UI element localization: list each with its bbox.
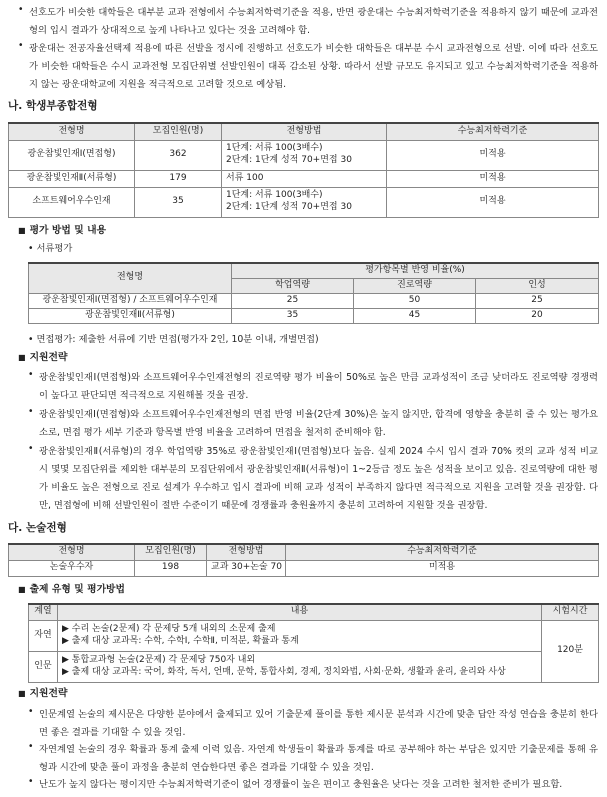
da-strategy-2: • 자연계열 논술의 경우 확률과 통계 출제 이력 있음. 자연계 학생들이 확률과 통계를 따로 공부해야 하는 부담은 있지만 기출문제를 통해 유형과 시간에 맞춘 풀이 과정을 충분히 연습한다면 좋은 결과를 기대할 수 있을 것임.	[28, 741, 598, 773]
interview-note: • 면접평가: 제출한 서류에 기반 면접(평가자 2인, 10분 이내, 개별면접)	[28, 334, 319, 345]
doc-eval-label: • 서류평가	[28, 243, 73, 254]
table-row: 광운참빛인재Ⅰ(면접형) 362 1단계: 서류 100(3배수) 2단계: 1단계 성적 70+면접 30 미적용	[9, 140, 599, 170]
section-title-da: 다. 논술전형	[8, 522, 67, 534]
table-row: 논술우수자 198 교과 30+논술 70 미적용	[9, 560, 599, 576]
exam-type-title: ■ 출제 유형 및 평가방법	[18, 584, 125, 595]
na-strategy-1: • 광운참빛인재Ⅰ(면접형)와 소프트웨어우수인재전형의 진로역량 평가 비율이 50%로 높은 만큼 교과성적이 조금 낮더라도 진로역량 경쟁력이 높다고 판단되면 적극적으로 지원해볼 것을 권장.	[28, 369, 598, 401]
da-strategy-3: • 난도가 높지 않다는 평이지만 수능최저학력기준이 없어 경쟁률이 높은 편이고 충원율은 낮다는 것을 고려한 철저한 준비가 필요함.	[28, 776, 563, 790]
table-row: 광운참빛인재Ⅱ(서류형) 179 서류 100 미적용	[9, 170, 599, 187]
table-row: 소프트웨어우수인재 35 1단계: 서류 100(3배수) 2단계: 1단계 성적 70+면접 30 미적용	[9, 187, 599, 217]
table-row: 자연 ▶ 수리 논술(2문제) 각 문제당 5개 내외의 소문제 출제 ▶ 출제 대상 교과목: 수학, 수학Ⅰ, 수학Ⅱ, 미적분, 확률과 통계 120분	[29, 620, 599, 651]
na-header-count: 모집인원(명)	[135, 123, 222, 140]
eval-ratio-table: 전형명 평가항목별 반영 비율(%) 학업역량 진로역량 인성 광운참빛인재Ⅰ(면접형) / 소프트웨어우수인재 25 50 25 광운참빛인재Ⅱ(서류형) 35 45 20	[28, 262, 599, 324]
da-admission-table: 전형명 모집인원(명) 전형방법 수능최저학력기준 논술우수자 198 교과 30+논술 70 미적용	[8, 543, 599, 577]
na-admission-table	[8, 122, 599, 218]
table-row: 광운참빛인재Ⅰ(면접형) / 소프트웨어우수인재 25 50 25	[29, 293, 599, 308]
top-bullet-2: • 광운대는 전공자율선택제 적용에 따른 선발을 정시에 진행하고 선호도가 비슷한 대학들은 대부분 수시 교과전형으로 선발. 이에 따라 선호도가 비슷한 대학들은 수시 교과전형 모집단위별 선발인원이 대폭 감소된 상황. 따라서 선발 규모도 유지되고 있고 수능최저학력기준을 적용하지 않는 광운대학교에 지원을 적극적으로 고려할 것으로 예상됨.	[18, 40, 598, 90]
da-strategy-1: • 인문계열 논술의 제시문은 다양한 분야에서 출제되고 있어 기출문제 풀이를 통한 제시문 분석과 시간에 맞춘 답안 작성 연습을 충분히 한다면 좋은 결과를 기대할 수 있을 것임.	[28, 706, 598, 738]
eval-header-name: 전형명	[29, 263, 232, 293]
na-strategy-3: • 광운참빛인재Ⅱ(서류형)의 경우 학업역량 35%로 광운참빛인재Ⅰ(면접형)보다 높음. 실제 2024 수시 입시 결과 70% 컷의 교과 성적 비교 시 몇몇 모집단위를 제외한 대부분의 모집단위에서 광운참빛인재Ⅱ(서류형)이 1~2등급 정도 높은 성적을 보이고 있음. 진로역량에 대한 평가 비율도 높은 전형으로 진로 설계가 우수하고 입시 결과에 비해 교과 성적이 부족하지 않다면 적극적으로 지원을 고려할 것을 권장함. 다만, 면접형에 비해 선발인원이 절반 수준이기 때문에 경쟁률과 충원율까지 충분히 고려하여 지원할 것을 권장함.	[28, 443, 598, 511]
table-row: 광운참빛인재Ⅱ(서류형) 35 45 20	[29, 308, 599, 323]
section-title-na: 나. 학생부종합전형	[8, 100, 98, 112]
exam-table: 계열 내용 시험시간 자연 ▶ 수리 논술(2문제) 각 문제당 5개 내외의 소문제 출제 ▶ 출제 대상 교과목: 수학, 수학Ⅰ, 수학Ⅱ, 미적분, 확률과 통계 120분 인문 ▶ 통합교과형 논술(2문제) 각 문제당 750자 내외 ▶ 출제 대상 교과목: 국어, 화작, 독서, 언매, 문학, 통합사회, 경제, 정치와법, 사회·문화, 생활과 윤리, 윤리와 사상	[28, 603, 599, 683]
table-row: 인문 ▶ 통합교과형 논술(2문제) 각 문제당 750자 내외 ▶ 출제 대상 교과목: 국어, 화작, 독서, 언매, 문학, 통합사회, 경제, 정치와법, 사회·문화, 생활과 윤리, 윤리와 사상	[29, 651, 599, 682]
da-strategy-title: ■ 지원전략	[18, 688, 68, 699]
na-strategy-title: ■ 지원전략	[18, 352, 68, 363]
eval-header-group: 평가항목별 반영 비율(%)	[232, 263, 599, 278]
na-header-method: 전형방법	[222, 123, 387, 140]
eval-method-title: ■ 평가 방법 및 내용	[18, 225, 107, 236]
top-bullet-1: • 선호도가 비슷한 대학들은 대부분 교과 전형에서 수능최저학력기준을 적용, 반면 광운대는 수능최저학력기준을 적용하지 않기 때문에 교과전형의 입시 결과가 상대적으로 높게 나타나고 있다는 것을 고려해야 함.	[18, 4, 598, 36]
na-header-min: 수능최저학력기준	[387, 123, 599, 140]
na-header-name: 전형명	[9, 123, 135, 140]
exam-time: 120분	[542, 620, 599, 682]
na-strategy-2: • 광운참빛인재Ⅰ(면접형)와 소프트웨어우수인재전형의 면접 반영 비율(2단계 30%)은 높지 않지만, 합격에 영향을 충분히 줄 수 있는 평가요소로, 면접 평가 세부 기준과 항목별 반영 비율을 고려하여 면접을 철저히 준비해야 함.	[28, 406, 598, 438]
